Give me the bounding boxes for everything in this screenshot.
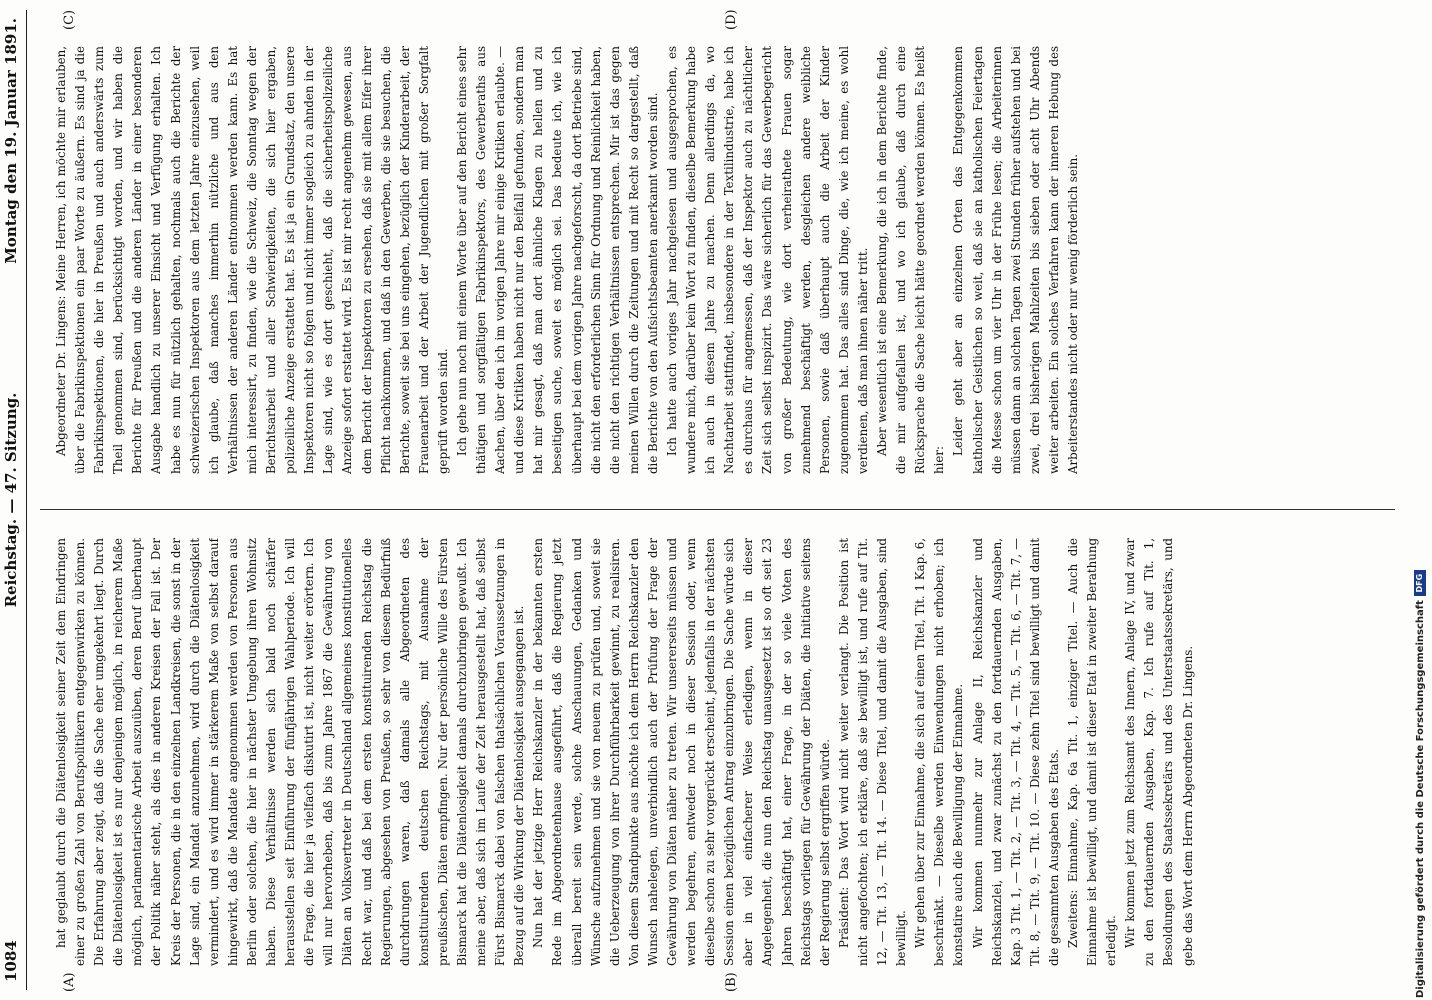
column-divider bbox=[40, 509, 1395, 510]
margin-marker-a: (A) bbox=[62, 972, 77, 992]
paragraph: Abgeordneter Dr. Lingens: Meine Herren, ich möchte mir erlauben, über die Fabrikinspektionen ein paar Worte zu äußern. Es sind ja die Fabrikinspektionen, die hier in Preußen und auch anderswärts zum Theil genommen sind, berücksichtigt worden, und wir haben die Berichte für Preußen und die anderen Länder in einer besonderen Ausgabe handlich zu unserer Einsicht und Verfügung erhalten. Ich habe es nun für nützlich gehalten, nochmals auch die Berichte der schweizerischen Inspektoren aus dem letzten Jahre einzusehen, weil ich glaube, daß manches immerhin nützliche und aus den Verhältnissen der anderen Länder entnommen werden kann. Es hat mich interessirt, zu finden, wie die Schweiz, die Sonntag wegen der Berichtsarbeit und aller Schwierigkeiten, die sich hier ergaben, polizeiliche Anzeige erstattet hat. Es ist ja ein Grundsatz, den unsere Inspektoren nicht so folgen und nicht immer sogleich zu ahnden in der Lage sind, wie es dort geschieht, daß die sicherheitspolizeiliche Anzeige sofort erstattet wird. Es ist mir recht angenehm gewesen, aus dem Bericht der Inspektoren zu ersehen, daß sie mit allem Eifer ihrer Pflicht nachkommen, und daß in den Gewerben, die sie besuchen, die Berichte, soweit sie bei uns eingehen, bezüglich der Kinderarbeit, der Frauenarbeit und der Arbeit der Jugendlichen mit großer Sorgfalt geprüft worden sind. bbox=[54, 46, 450, 474]
paragraph: Präsident: Das Wort wird nicht weiter verlangt. Die Position ist nicht angefochten; ich erkläre, daß sie bewilligt ist, und rufe auf Tit. 12, — Tit. 13, — Tit. 14. — Diese Titel, und damit die Ausgaben, sind bewilligt. bbox=[836, 538, 909, 966]
paragraph: Wir kommen jetzt zum Reichsamt des Innern, Anlage IV, und zwar zu den fortdauernden Ausgaben, Kap. 7. Ich rufe auf Tit. 1, Besoldungen des Staatssekretärs und des Unterstaatssekretärs, und gebe das Wort dem Herrn Abgeordneten Dr. Lingens. bbox=[1123, 538, 1195, 966]
margin-marker-c: (C) bbox=[62, 9, 77, 30]
page-number: 1084 bbox=[2, 940, 20, 982]
footer-text: Digitalisierung gefördert durch die Deutsche Forschungsgemeinschaft bbox=[1414, 600, 1426, 998]
paragraph: Ich gehe nun noch mit einem Worte über auf den Bericht eines sehr thätigen und sorgfältigen Fabrikinspektors, des Gewerberaths aus Aachen, über den ich im vorigen Jahre mir einige Kritiken erlaubte. — und diese Kritiken haben nicht nur den Beifall gefunden, sondern man hat mir gesagt, daß man dort ähnliche Klagen zu hellen und zu beseitigen suche, soweit es möglich sei. Das bedeute ich, wie ich überhaupt bei dem vorigen Jahre nachgeforscht, da dort Betriebe sind, die nicht den erforderlichen Sinn für Ordnung und Reinlichkeit haben, die nicht den richtigen Verhältnissen entsprechen. Mir ist das gegen meinen Willen durch die Zeitungen und mit Recht so dargestellt, daß die Berichte von den Aufsichtsbeamten anerkannt worden sind. bbox=[454, 46, 660, 474]
paragraph: Zweitens: Einnahme, Kap. 6a Tit. 1, einziger Titel. — Auch die Einnahme ist bewilligt, und damit ist dieser Etat in zweiter Berathung erledigt. bbox=[1065, 538, 1119, 966]
digitization-footer bbox=[1414, 570, 1426, 998]
paragraph: Ich hatte auch voriges Jahr nachgelesen und ausgesprochen, es wundere mich, darüber kein Wort zu finden, dieselbe Bemerkung habe ich auch in diesem Jahre zu machen. Denn allerdings da, wo Nachtarbeit stattfindet, insbesondere in der Textilindustrie, habe ich es durchaus für angemessen, daß der Inspektor auch zu nächtlicher Zeit sich selbst inspizirt. Das wäre sicherlich für das Gewerbegericht von großer Bedeutung, wie dort verheirathete Frauen sogar zunehmend beschäftigt werden, desgleichen andere weibliche Personen, sowie daß überhaupt auch die Arbeit der Kinder zugenommen hat. Das alles sind Dinge, die, wie ich meine, es wohl verdienen, daß man ihnen näher tritt. bbox=[665, 46, 870, 474]
paragraph: hat geglaubt durch die Diätenlosigkeit seiner Zeit dem Eindringen einer zu großen Zahl von Berufspolitikern entgegenwirken zu können. Die Erfahrung aber zeigt, daß die Sache eher umgekehrt liegt. Durch die Diätenlosigkeit ist es nur denjenigen möglich, in reicherem Maße möglich, parlamentarische Arbeit auszuüben, deren Beruf überhaupt der Politik näher steht, als dies in anderen Kreisen der Fall ist. Der Kreis der Personen, die in den einzelnen Landkreisen, die sonst in der Lage sind, ein Mandat anzunehmen, wird durch die Diätenlosigkeit vermindert, und es wird immer in stärkerem Maße von selbst darauf hingewirkt, daß die Mandate angenommen werden von Personen aus Berlin oder solchen, die hier in nächster Umgebung ihren Wohnsitz haben. Diese Verhältnisse werden sich bald noch schärfer herausstellen seit Einführung der fünfjährigen Wahlperiode. Ich will die Frage, die hier ja vielfach diskutirt ist, nicht weiter erörtern. Ich will nur hervorheben, daß bis zum Jahre 1867 die Gewährung von Diäten an Volksvertreter in Deutschland allgemeines konstitutionelles Recht war, und daß bei dem ersten konstituirenden Reichstag die Regierungen, abgesehen von Preußen, so sehr von diesem Bedürfniß durchdrungen waren, daß damals alle Abgeordneten des konstituirenden deutschen Reichstags, mit Ausnahme der preußischen, Diäten empfingen. Nur der persönliche Wille des Fürsten Bismarck hat die Diätenlosigkeit damals durchzubringen gewußt. Ich meine aber, daß sich im Laufe der Zeit herausgestellt hat, daß selbst Fürst Bismarck dabei von falschen thatsächlichen Voraussetzungen in Bezug auf die Wirkung der Diätenlosigkeit ausgegangen ist. bbox=[54, 538, 527, 966]
paragraph: Wir gehen über zur Einnahme, die sich auf einen Titel, Tit. 1 Kap. 6, beschränkt. — Dieselbe werden Einwendungen nicht erhoben; ich konstatire auch die Bewilligung der Einnahme. bbox=[913, 538, 966, 966]
page-header bbox=[0, 10, 27, 990]
margin-marker-b: (B) bbox=[724, 972, 739, 992]
paragraph: Aber wesentlich ist eine Bemerkung, die ich in dem Berichte finde, die mir aufgefallen ist, und wo ich glaube, daß durch eine Rücksprache die Sache leicht hätte geordnet werden können. Es heißt hier: bbox=[875, 46, 947, 474]
dfg-logo-icon: DFG bbox=[1414, 570, 1426, 596]
session-title: Reichstag. — 47. Sitzung. bbox=[2, 392, 20, 608]
quoted-paragraph: Leider geht aber an einzelnen Orten das Entgegenkommen katholischer Geistlichen so weit, daß sie an katholischen Feiertagen die Messe schon um vier Uhr in der Frühe lesen; die Arbeiterinnen müssen dann an solchen Tagen zwei Stunden früher aufstehen und bei zwei, drei bisherigen Mahlzeiten bis sieben oder acht Uhr Abends weiter arbeiten. Ein solches Verfahren kann der inneren Hebung des Arbeiterstandes nicht oder nur wenig förderlich sein. bbox=[951, 46, 1080, 474]
left-text-column bbox=[52, 538, 1387, 966]
session-date: Montag den 19. Januar 1891. bbox=[2, 18, 20, 264]
margin-marker-d: (D) bbox=[724, 9, 739, 30]
paragraph: Wir kommen nunmehr zur Anlage II, Reichskanzler und Reichskanzlei, und zwar zunächst zu den fortdauernden Ausgaben, Kap. 3 Tit. 1, — Tit. 2, — Tit. 3, — Tit. 4, — Tit. 5, — Tit. 6, — Tit. 7, — Tit. 8, — Tit. 9, — Tit. 10. — Diese zehn Titel sind bewilligt und damit die gesammten Ausgaben des Etats. bbox=[970, 538, 1061, 966]
right-text-column bbox=[52, 46, 1387, 474]
paragraph: Nun hat der jetzige Herr Reichskanzler in der bekannten ersten Rede im Abgeordnetenhause ausgeführt, daß die Regierung jetzt überall bereit sein werde, solche Anschauungen, Gedanken und Wünsche aufzunehmen und sie von neuem zu prüfen und, soweit sie die Ueberzeugung von ihrer Durchführbarkeit gewinnt, zu realisiren. Von diesem Standpunkte aus möchte ich dem Herrn Reichskanzler den Wunsch nahelegen, unverbindlich auch der Prüfung der Frage der Gewährung von Diäten näher zu treten. Wir unsererseits müssen und werden begehren, entweder noch in dieser Session oder, wenn dieselbe schon zu sehr vorgerückt erscheint, jedenfalls in der nächsten Session einen bezüglichen Antrag einzubringen. Die Sache würde sich aber in viel einfacherer Weise erledigen, wenn in dieser Angelegenheit, die nun den Reichstag unausgesetzt ist so oft seit 23 Jahren beschäftigt hat, einer Frage, in der so viele Voten des Reichstags vorliegen für Gewährung der Diäten, die Initiative seitens der Regierung selbst ergriffen würde. bbox=[531, 538, 832, 966]
